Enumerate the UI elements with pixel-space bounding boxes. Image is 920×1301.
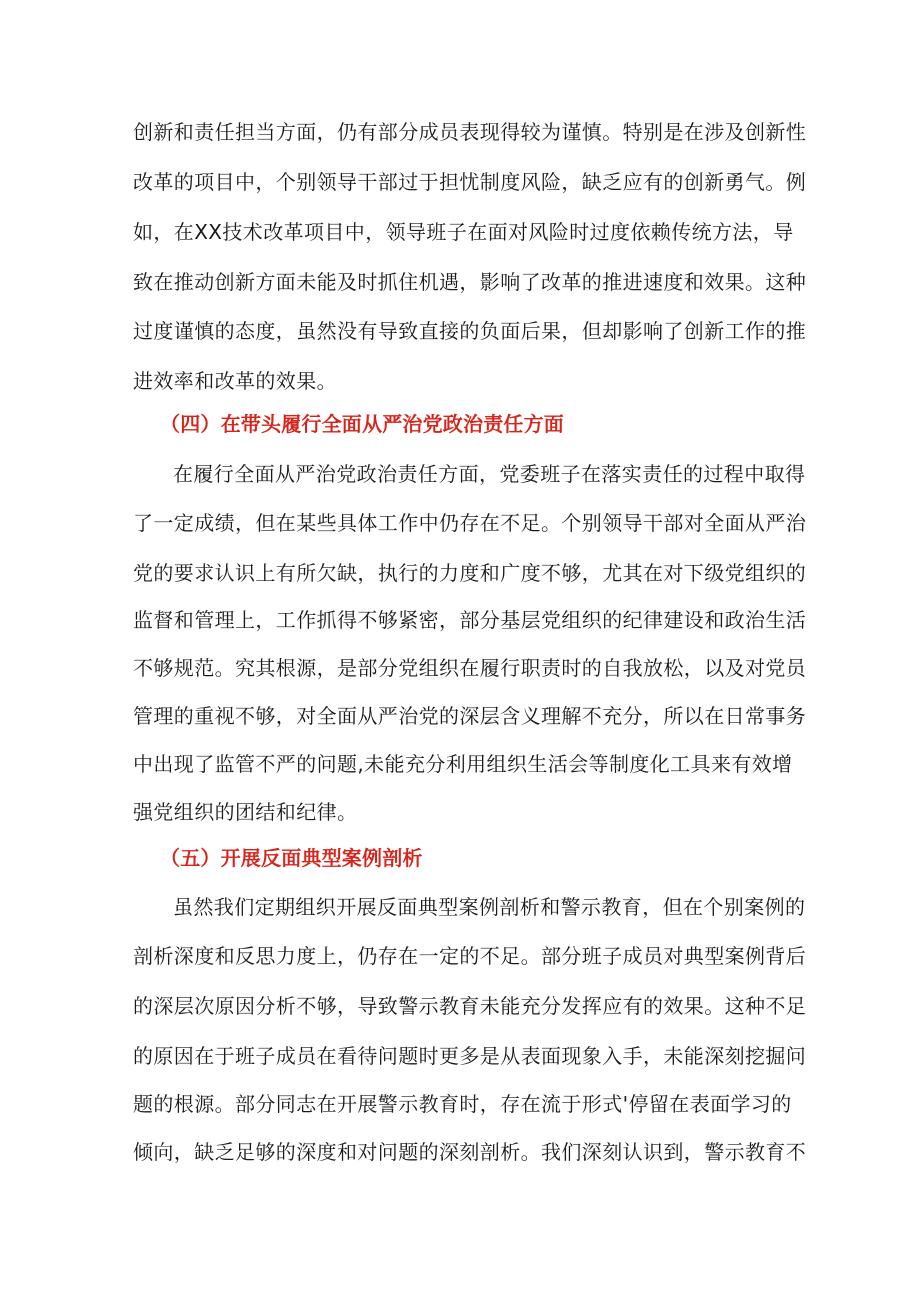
- paragraph-1-line-2: 改革的项目中，个别领导干部过于担忧制度风险，缺乏应有的创新勇气。例: [133, 170, 807, 194]
- section-heading-4: （四）在带头履行全面从严治党政治责任方面: [160, 412, 564, 436]
- paragraph-1-line-4: 致在推动创新方面未能及时抓住机遇，影响了改革的推进速度和效果。这种: [133, 270, 807, 294]
- paragraph-2-line-5: 不够规范。究其根源，是部分党组织在履行职责时的自我放松，以及对党员: [133, 656, 807, 680]
- paragraph-3-line-6: 倾向，缺乏足够的深度和对问题的深刻剖析。我们深刻认识到，警示教育不: [133, 1140, 807, 1164]
- paragraph-2-line-4: 监督和管理上，工作抓得不够紧密，部分基层党组织的纪律建设和政治生活: [133, 608, 807, 632]
- paragraph-2-line-3: 党的要求认识上有所欠缺，执行的力度和广度不够，尤其在对下级党组织的: [133, 561, 807, 585]
- paragraph-1-line-5: 过度谨慎的态度，虽然没有导致直接的负面后果，但却影响了创新工作的推: [133, 319, 807, 343]
- paragraph-3-line-5: 题的根源。部分同志在开展警示教育时，存在流于形式'停留在表面学习的: [133, 1092, 792, 1116]
- paragraph-3-line-4: 的原因在于班子成员在看待问题时更多是从表面现象入手，未能深刻挖掘问: [133, 1044, 807, 1068]
- paragraph-2-line-1: 在履行全面从严治党政治责任方面，党委班子在落实责任的过程中取得: [173, 462, 806, 486]
- paragraph-3-line-3: 的深层次原因分析不够，导致警示教育未能充分发挥应有的效果。这种不足: [133, 994, 807, 1018]
- paragraph-2-line-7: 中出现了监管不严的问题,未能充分利用组织生活会等制度化工具来有效增: [133, 752, 793, 776]
- paragraph-3-line-2: 剖析深度和反思力度上，仍存在一定的不足。部分班子成员对典型案例背后: [133, 944, 807, 968]
- paragraph-2-line-6: 管理的重视不够，对全面从严治党的深层含义理解不充分，所以在日常事务: [133, 704, 807, 728]
- paragraph-1-line-3: 如，在XX技术改革项目中，领导班子在面对风险时过度依赖传统方法，导: [133, 220, 794, 244]
- paragraph-1-line-1: 创新和责任担当方面，仍有部分成员表现得较为谨慎。特别是在涉及创新性: [133, 120, 807, 144]
- paragraph-2-line-8: 强党组织的团结和纪律。: [133, 800, 358, 824]
- paragraph-2-line-2: 了一定成绩，但在某些具体工作中仍存在不足。个别领导干部对全面从严治: [133, 511, 807, 535]
- paragraph-1-line-6: 进效率和改革的效果。: [133, 369, 337, 393]
- section-heading-5: （五）开展反面典型案例剖析: [160, 846, 423, 870]
- paragraph-3-line-1: 虽然我们定期组织开展反面典型案例剖析和警示教育，但在个别案例的: [173, 895, 806, 919]
